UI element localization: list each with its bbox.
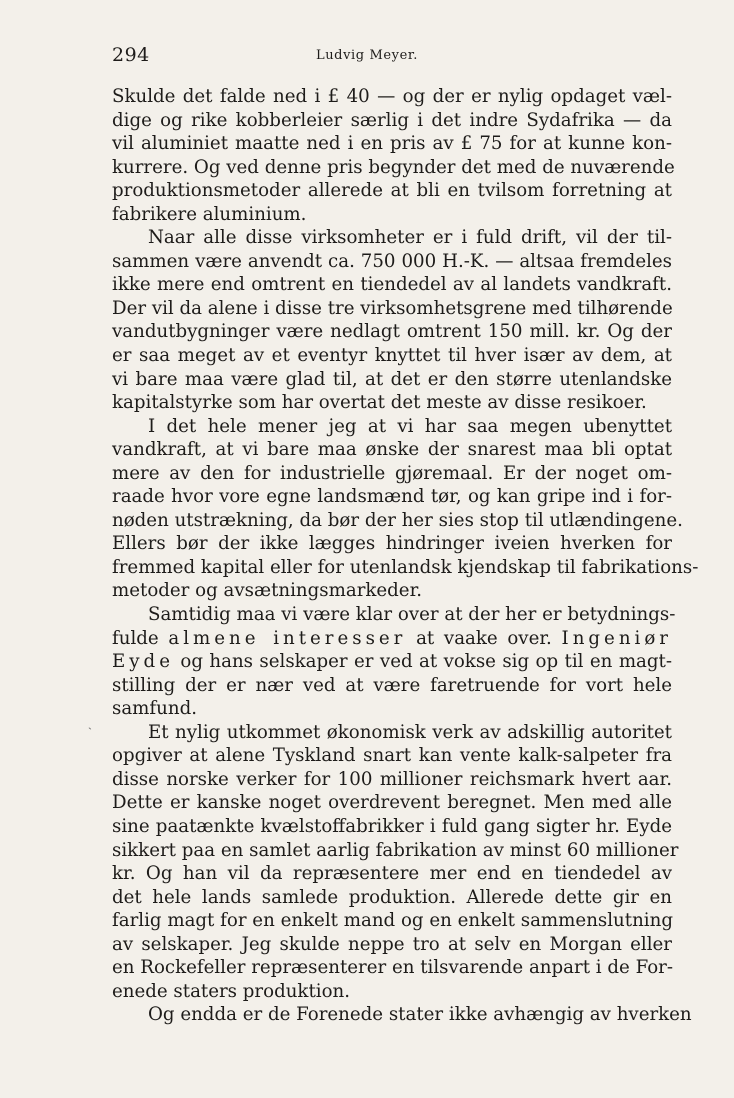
text-line: fabrikere aluminium.: [112, 203, 307, 225]
text-line: farlig magt for en enkelt mand og en enkelt sammenslutning: [112, 910, 673, 932]
text-line: stilling der er nær ved at være faretruende for vort hele: [112, 674, 672, 696]
text-line: vandkraft, at vi bare maa ønske der snarest maa bli optat: [112, 439, 672, 461]
text-line: Naar alle disse virksomheter er i fuld drift, vil der til-: [148, 227, 672, 249]
spaced-emphasis: almene interesser: [168, 627, 407, 649]
text-line: sammen være anvendt ca. 750 000 H.-K. — altsaa fremdeles: [112, 250, 672, 272]
text-line: Ellers bør der ikke lægges hindringer iveien hverken for: [112, 533, 672, 555]
text-line: vandutbygninger være nedlagt omtrent 150 mill. kr. Og der: [112, 321, 672, 343]
text-line: Der vil da alene i disse tre virksomhetsgrene med tilhørende: [112, 297, 673, 319]
text-line: enede staters produktion.: [112, 980, 351, 1002]
spaced-emphasis: Eyde: [112, 651, 174, 673]
spaced-emphasis: Ingeniør: [561, 627, 672, 649]
text-line: disse norske verker for 100 millioner reichsmark hvert aar.: [112, 768, 672, 790]
text-line: en Rockefeller repræsenterer en tilsvarende anpart i de For-: [112, 957, 673, 979]
text-line: produktionsmetoder allerede at bli en tvilsom forretning at: [112, 180, 672, 202]
page-number: 294: [112, 44, 150, 66]
running-head: Ludvig Meyer.: [315, 48, 419, 63]
text-line: Skulde det falde ned i £ 40 — og der er nylig opdaget væl-: [112, 86, 672, 107]
text-line: mere av den for industrielle gjøremaal. Er der noget om-: [112, 462, 672, 484]
text-line: metoder og avsætningsmarkeder.: [112, 580, 423, 602]
text-line: Et nylig utkommet økonomisk verk av adskillig autoritet: [148, 721, 672, 743]
text-line: [112, 627, 672, 651]
margin-mark: ˏ: [88, 716, 92, 730]
body-text: [112, 85, 699, 1027]
text-segment: og hans selskaper er ved at vokse sig op til en magt-: [173, 651, 672, 673]
text-segment: fulde: [112, 627, 169, 649]
text-line: er saa meget av et eventyr knyttet til hver især av dem, at: [112, 345, 672, 367]
text-line: [112, 650, 672, 674]
text-line: kurrere. Og ved denne pris begynder det med de nuværende: [112, 156, 675, 178]
text-line: samfund.: [112, 698, 198, 720]
text-line: fremmed kapital eller for utenlandsk kjendskap til fabrikations-: [112, 556, 699, 578]
text-line: nøden utstrækning, da bør der her sies stop til utlændingene.: [112, 509, 683, 531]
text-line: Dette er kanske noget overdrevent beregnet. Men med alle: [112, 792, 672, 814]
text-line: sikkert paa en samlet aarlig fabrikation av minst 60 millioner: [112, 839, 679, 861]
text-line: dige og rike kobberleier særlig i det indre Sydafrika — da: [112, 109, 672, 131]
text-line: det hele lands samlede produktion. Allerede dette gir en: [112, 886, 672, 908]
text-line: vil aluminiet maatte ned i en pris av £ 75 for at kunne kon-: [112, 133, 672, 155]
text-line: vi bare maa være glad til, at det er den større utenlandske: [112, 368, 672, 390]
text-line: ikke mere end omtrent en tiendedel av al landets vandkraft.: [112, 274, 672, 296]
text-segment: at vaake over.: [406, 627, 562, 649]
text-line: av selskaper. Jeg skulde neppe tro at selv en Morgan eller: [112, 933, 672, 955]
text-line: raade hvor vore egne landsmænd tør, og kan gripe ind i for-: [112, 486, 672, 508]
text-line: opgiver at alene Tyskland snart kan vente kalk-salpeter fra: [112, 745, 672, 767]
text-line: sine paatænkte kvælstoffabrikker i fuld gang sigter hr. Eyde: [112, 815, 672, 837]
text-line: kr. Og han vil da repræsentere mer end en tiendedel av: [112, 863, 672, 885]
text-line: kapitalstyrke som har overtat det meste av disse resikoer.: [112, 392, 647, 414]
text-line: Samtidig maa vi være klar over at der her er betydnings-: [148, 604, 676, 626]
text-line: I det hele mener jeg at vi har saa megen ubenyttet: [148, 415, 672, 437]
text-line: Og endda er de Forenede stater ikke avhængig av hverken: [148, 1004, 692, 1026]
